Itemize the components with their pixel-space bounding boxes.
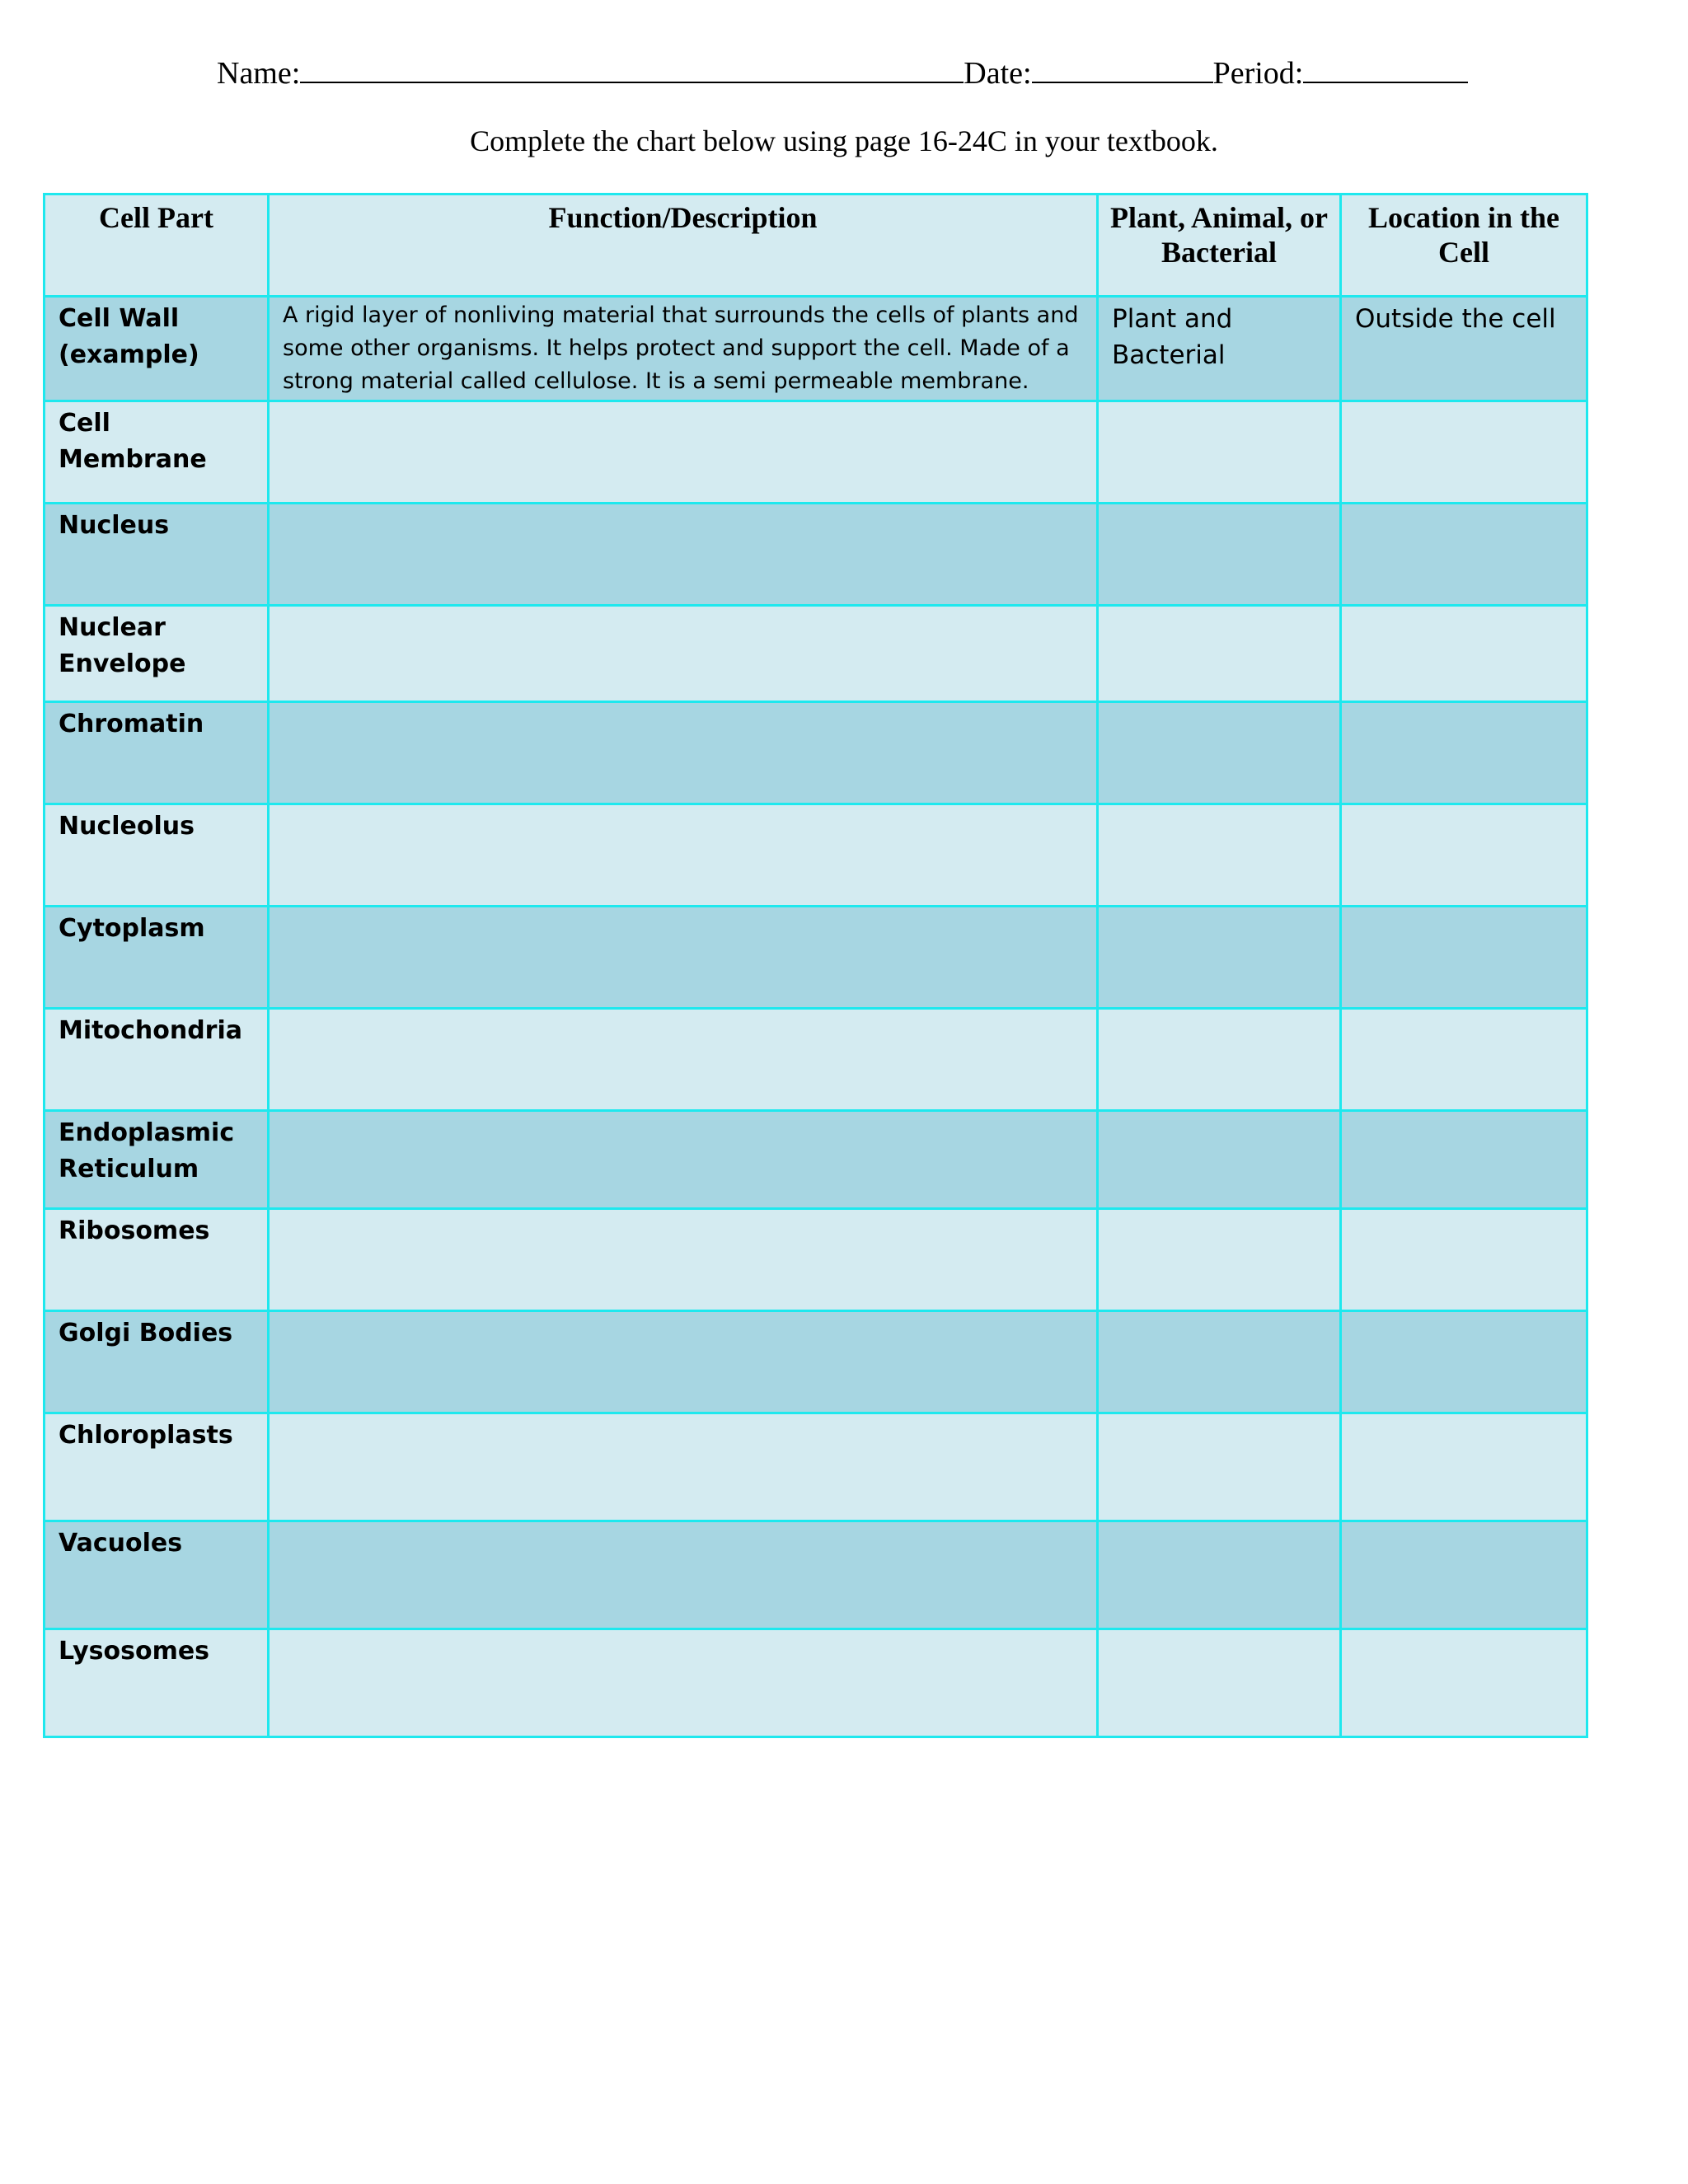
cell-part-cell	[45, 297, 269, 401]
location-cell[interactable]	[1341, 504, 1587, 606]
function-cell[interactable]	[269, 1111, 1098, 1209]
function-cell[interactable]	[269, 907, 1098, 1009]
location-text	[1342, 1010, 1586, 1013]
function-text	[270, 805, 1096, 807]
cell-part-cell	[45, 1413, 269, 1521]
table-row	[45, 401, 1587, 504]
cell-part-name: Chromatin	[59, 710, 204, 738]
cell-part-name: Nucleus	[59, 511, 170, 540]
cell-part-name: Chloroplasts	[59, 1421, 233, 1450]
period-label: Period:	[1212, 56, 1304, 91]
function-cell[interactable]	[269, 702, 1098, 804]
name-blank-line[interactable]	[300, 78, 964, 83]
cell-part-cell	[45, 504, 269, 606]
location-text	[1342, 504, 1586, 508]
organism-type-text: Plant and Bacterial	[1112, 304, 1233, 370]
cell-part-cell	[45, 907, 269, 1009]
cell-part-name: Cell Wall (example)	[59, 304, 199, 369]
function-text	[270, 1522, 1096, 1524]
function-text	[270, 907, 1096, 909]
organism-type-cell[interactable]	[1098, 297, 1341, 401]
organism-type-cell[interactable]	[1098, 1111, 1341, 1209]
cell-parts-chart	[43, 193, 1588, 1738]
function-cell[interactable]	[269, 1521, 1098, 1629]
function-text	[270, 607, 1096, 608]
organism-type-cell[interactable]	[1098, 702, 1341, 804]
student-info-line	[217, 58, 1468, 89]
table-row	[45, 504, 1587, 606]
location-text	[1342, 402, 1586, 405]
location-cell[interactable]	[1341, 702, 1587, 804]
cell-part-name: Nuclear Envelope	[59, 613, 186, 678]
table-row	[45, 907, 1587, 1009]
table-row	[45, 606, 1587, 702]
location-text	[1342, 1210, 1586, 1213]
cell-part-cell	[45, 804, 269, 907]
column-header-cell-part: Cell Part	[45, 194, 269, 297]
function-text	[270, 1112, 1096, 1113]
name-label: Name:	[217, 56, 301, 91]
organism-type-text	[1099, 402, 1339, 405]
column-header-organism-type: Plant, Animal, or Bacterial	[1098, 194, 1341, 297]
function-text	[270, 1312, 1096, 1314]
organism-type-cell[interactable]	[1098, 401, 1341, 504]
table-row	[45, 297, 1587, 401]
cell-part-name: Endoplasmic Reticulum	[59, 1118, 235, 1183]
table-row	[45, 1111, 1587, 1209]
location-text	[1342, 703, 1586, 706]
cell-part-cell	[45, 1009, 269, 1111]
table-row	[45, 1311, 1587, 1413]
organism-type-text	[1099, 607, 1339, 610]
location-text: Outside the cell	[1355, 304, 1556, 334]
organism-type-cell[interactable]	[1098, 606, 1341, 702]
location-text	[1342, 607, 1586, 610]
organism-type-text	[1099, 1010, 1339, 1013]
location-cell[interactable]	[1341, 1311, 1587, 1413]
organism-type-cell[interactable]	[1098, 1209, 1341, 1311]
function-cell[interactable]	[269, 1413, 1098, 1521]
table-row	[45, 1413, 1587, 1521]
organism-type-text	[1099, 1522, 1339, 1526]
organism-type-cell[interactable]	[1098, 1311, 1341, 1413]
cell-part-name: Cell Membrane	[59, 409, 207, 474]
column-header-function: Function/Description	[269, 194, 1098, 297]
instructions-text: Complete the chart below using page 16-24C in your textbook.	[470, 124, 1218, 157]
location-cell[interactable]	[1341, 1413, 1587, 1521]
cell-part-name: Golgi Bodies	[59, 1319, 233, 1347]
column-header-location: Location in the Cell	[1341, 194, 1587, 297]
function-cell[interactable]	[269, 1009, 1098, 1111]
location-cell[interactable]	[1341, 1209, 1587, 1311]
cell-part-cell	[45, 1209, 269, 1311]
date-blank-line[interactable]	[1032, 78, 1213, 83]
table-row	[45, 1009, 1587, 1111]
date-label: Date:	[964, 56, 1032, 91]
cell-part-cell	[45, 606, 269, 702]
cell-part-cell	[45, 401, 269, 504]
table-row	[45, 804, 1587, 907]
function-text	[270, 504, 1096, 506]
organism-type-text	[1099, 805, 1339, 808]
table-row	[45, 1629, 1587, 1737]
function-cell[interactable]	[269, 297, 1098, 401]
organism-type-text	[1099, 504, 1339, 508]
cell-part-name: Mitochondria	[59, 1016, 242, 1045]
location-cell[interactable]	[1341, 297, 1587, 401]
location-text	[1342, 1630, 1586, 1633]
function-cell[interactable]	[269, 504, 1098, 606]
location-text	[1342, 1112, 1586, 1115]
cell-part-name: Lysosomes	[59, 1637, 210, 1666]
function-text	[270, 1414, 1096, 1416]
organism-type-text	[1099, 1414, 1339, 1418]
function-text: A rigid layer of nonliving material that surrounds the cells of plants and some other organisms. It helps protect and support the cell. Made of a strong material called cellulose. It is a semi permeable membrane.	[283, 302, 1079, 394]
location-cell[interactable]	[1341, 804, 1587, 907]
organism-type-text	[1099, 1630, 1339, 1633]
cell-part-name: Ribosomes	[59, 1216, 210, 1245]
location-cell[interactable]	[1341, 1009, 1587, 1111]
period-blank-line[interactable]	[1303, 78, 1468, 83]
chart-header-row	[45, 194, 1587, 297]
organism-type-text	[1099, 1210, 1339, 1213]
location-text	[1342, 1312, 1586, 1315]
function-text	[270, 1210, 1096, 1212]
organism-type-cell[interactable]	[1098, 504, 1341, 606]
function-cell[interactable]	[269, 1629, 1098, 1737]
location-cell[interactable]	[1341, 1629, 1587, 1737]
function-cell[interactable]	[269, 606, 1098, 702]
organism-type-text	[1099, 703, 1339, 706]
function-text	[270, 1010, 1096, 1011]
table-row	[45, 1521, 1587, 1629]
cell-part-cell	[45, 702, 269, 804]
function-cell[interactable]	[269, 401, 1098, 504]
organism-type-cell[interactable]	[1098, 1629, 1341, 1737]
organism-type-text	[1099, 907, 1339, 911]
cell-part-name: Vacuoles	[59, 1529, 183, 1558]
location-text	[1342, 1522, 1586, 1526]
cell-part-name: Cytoplasm	[59, 914, 205, 943]
cell-part-name: Nucleolus	[59, 812, 195, 841]
location-cell[interactable]	[1341, 1521, 1587, 1629]
cell-part-cell	[45, 1521, 269, 1629]
organism-type-text	[1099, 1312, 1339, 1315]
table-row	[45, 1209, 1587, 1311]
location-text	[1342, 907, 1586, 911]
location-text	[1342, 805, 1586, 808]
cell-part-cell	[45, 1111, 269, 1209]
table-row	[45, 702, 1587, 804]
function-cell[interactable]	[269, 804, 1098, 907]
function-cell[interactable]	[269, 1209, 1098, 1311]
location-cell[interactable]	[1341, 606, 1587, 702]
organism-type-text	[1099, 1112, 1339, 1115]
organism-type-cell[interactable]	[1098, 1009, 1341, 1111]
cell-part-cell	[45, 1629, 269, 1737]
function-text	[270, 703, 1096, 705]
location-cell[interactable]	[1341, 907, 1587, 1009]
location-cell[interactable]	[1341, 401, 1587, 504]
function-cell[interactable]	[269, 1311, 1098, 1413]
cell-part-cell	[45, 1311, 269, 1413]
location-text	[1342, 1414, 1586, 1418]
organism-type-cell[interactable]	[1098, 804, 1341, 907]
organism-type-cell[interactable]	[1098, 1521, 1341, 1629]
location-cell[interactable]	[1341, 1111, 1587, 1209]
function-text	[270, 1630, 1096, 1632]
organism-type-cell[interactable]	[1098, 1413, 1341, 1521]
organism-type-cell[interactable]	[1098, 907, 1341, 1009]
function-text	[270, 402, 1096, 404]
